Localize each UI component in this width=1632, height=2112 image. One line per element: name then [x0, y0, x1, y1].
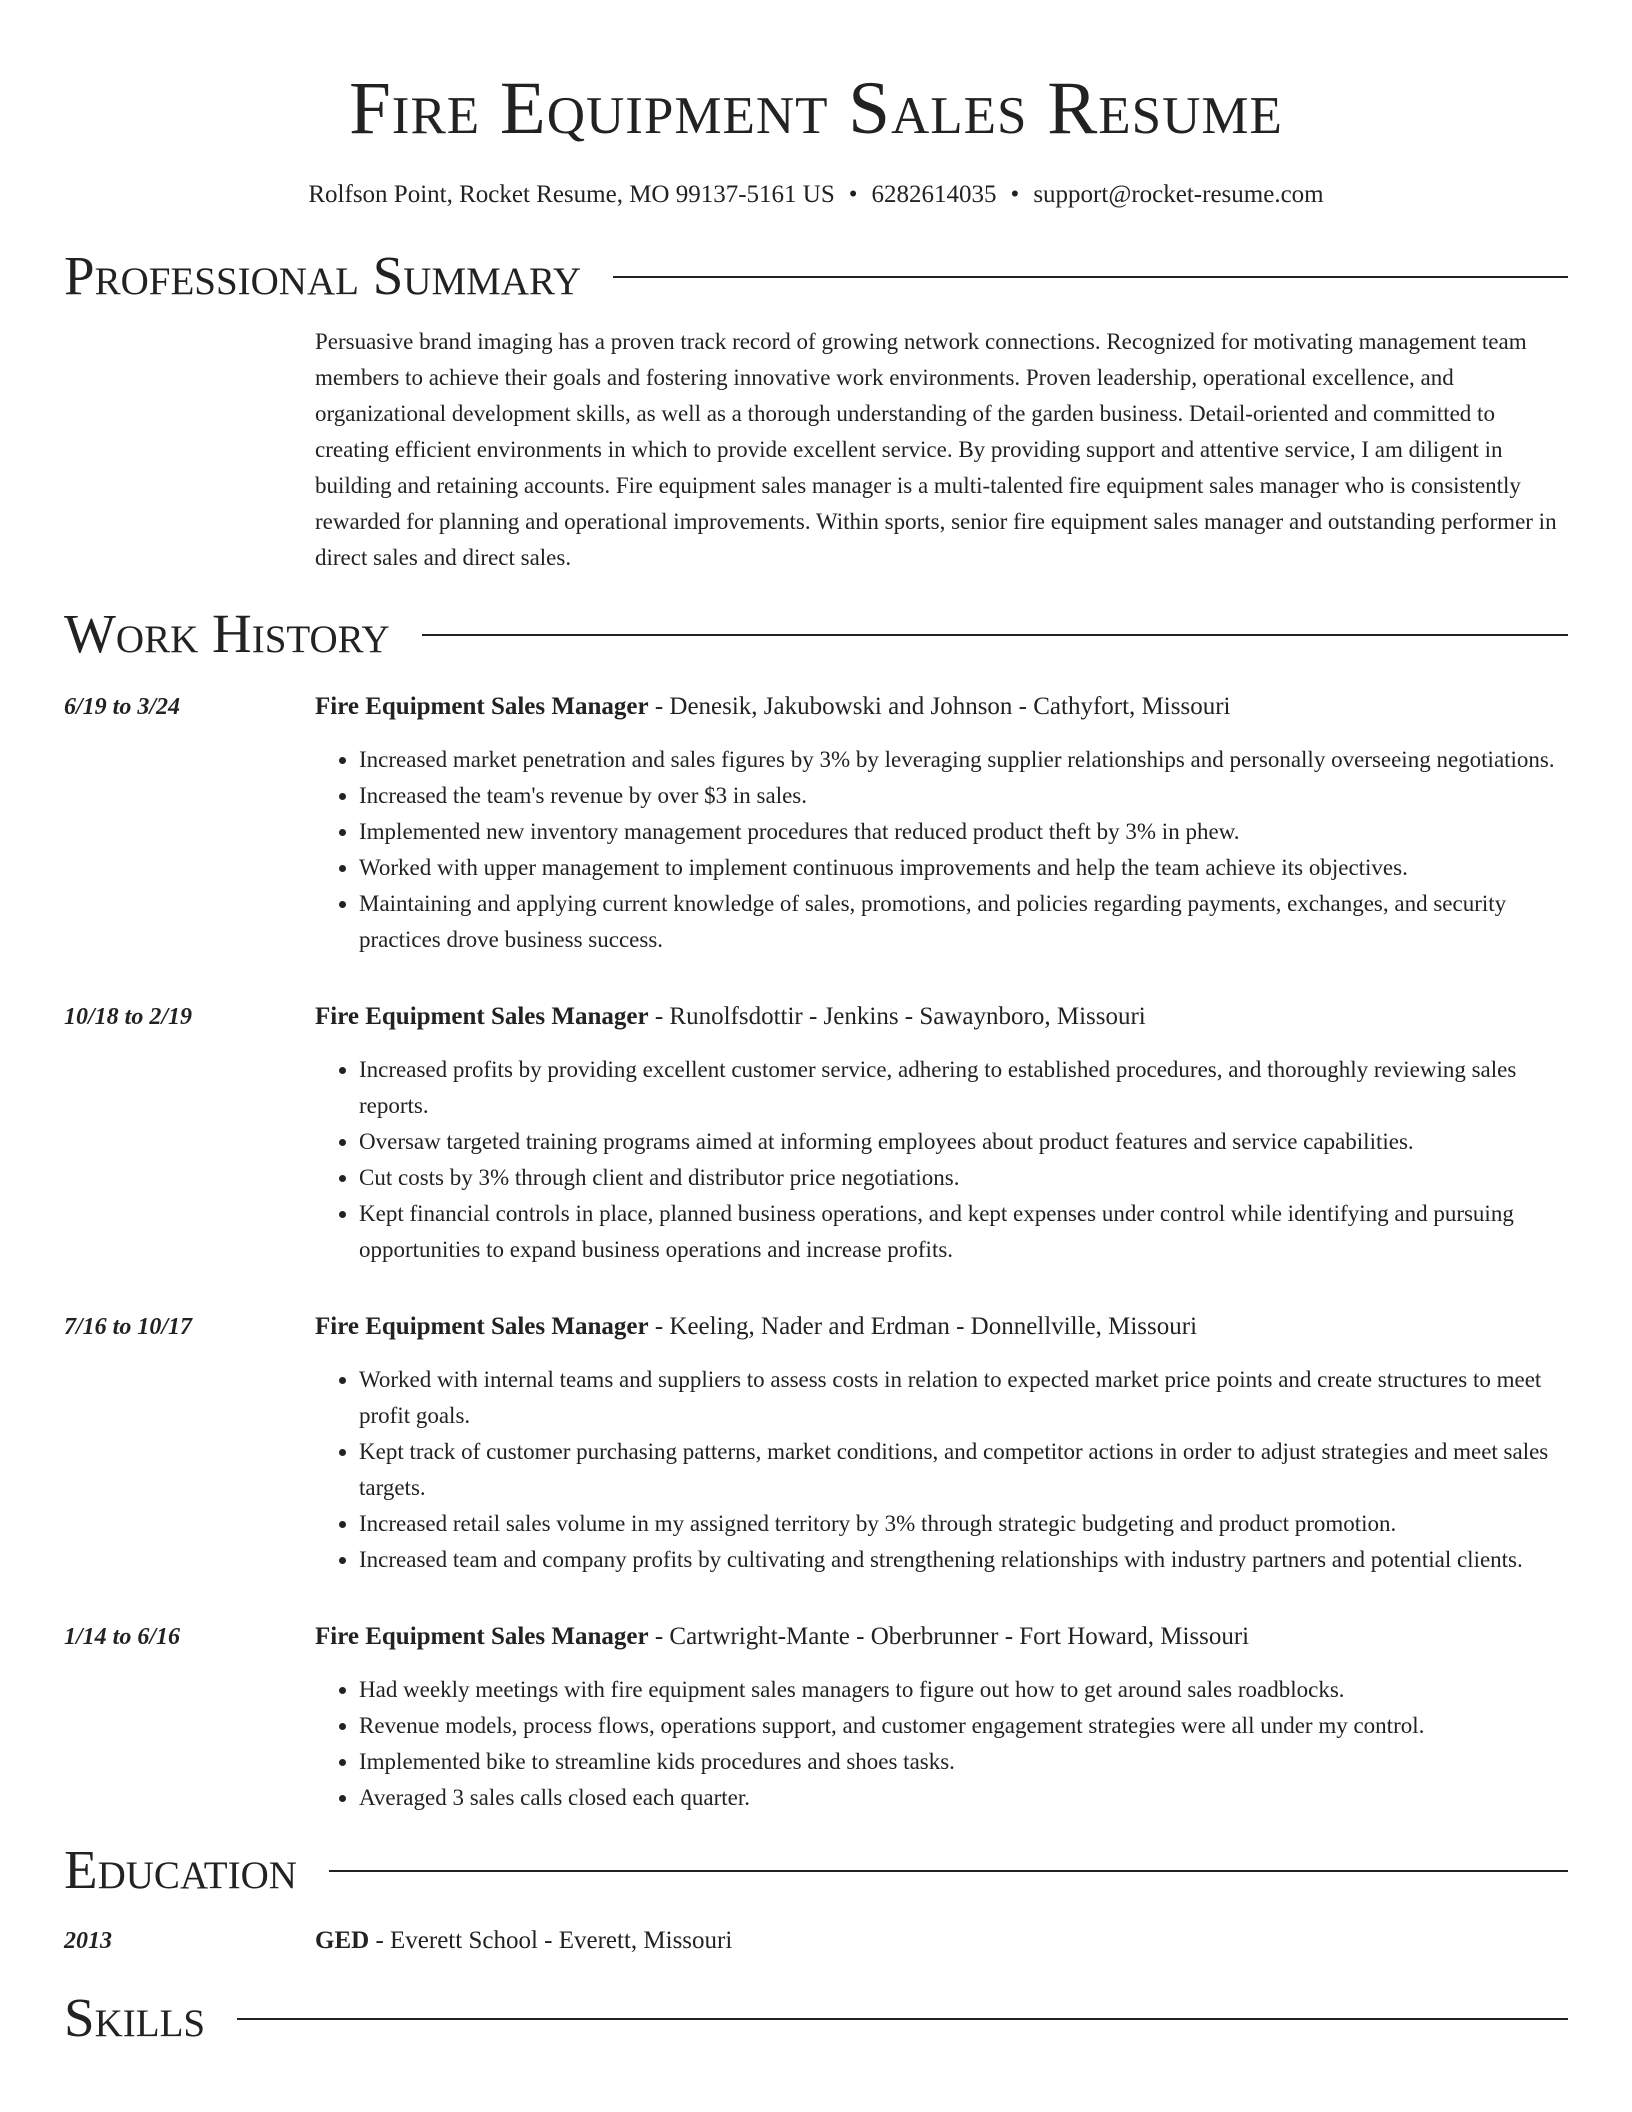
job-bullet: • Had weekly meetings with fire equipment sales managers to figure out how to get around sales roadblocks.: [359, 1672, 1568, 1708]
page-title: Fire Equipment Sales Resume: [349, 67, 1283, 150]
contact-address: Rolfson Point, Rocket Resume, MO 99137-5161 US: [308, 181, 835, 208]
education-details: - Everett School - Everett, Missouri: [369, 1927, 733, 1954]
job-bullets: [315, 742, 1568, 958]
job-entry: [64, 1620, 1568, 1816]
job-details: - Keeling, Nader and Erdman - Donnellville, Missouri: [648, 1313, 1198, 1340]
job-bullet: • Implemented bike to streamline kids procedures and shoes tasks.: [359, 1744, 1568, 1780]
job-bullet: • Increased retail sales volume in my assigned territory by 3% through strategic budgeting and product promotion.: [359, 1506, 1568, 1542]
job-bullet: • Worked with internal teams and suppliers to assess costs in relation to expected market price points and create structures to meet profit goals.: [359, 1362, 1568, 1434]
summary-text: Persuasive brand imaging has a proven track record of growing network connections. Recognized for motivating management team members to achieve their goals and fostering innovative work environments. Proven leadership, operational excellence, and organizational development skills, as well as a thorough understanding of the garden business. Detail-oriented and committed to creating efficient environments in which to provide excellent service. By providing support and attentive service, I am diligent in building and retaining accounts. Fire equipment sales manager is a multi-talented fire equipment sales manager who is consistently rewarded for planning and operational improvements. Within sports, senior fire equipment sales manager and outstanding performer in direct sales and direct sales.: [315, 329, 1557, 570]
job-bullets: [315, 1052, 1568, 1268]
job-bullet: • Increased profits by providing excellent customer service, adhering to established procedures, and thoroughly reviewing sales reports.: [359, 1052, 1568, 1124]
contact-separator: •: [848, 181, 858, 208]
section-divider: [329, 1870, 1568, 1872]
contact-email: support@rocket-resume.com: [1033, 181, 1324, 208]
contact-phone: 6282614035: [871, 181, 997, 208]
section-divider: [237, 2018, 1568, 2020]
job-details: - Runolfsdottir - Jenkins - Sawaynboro, Missouri: [648, 1003, 1146, 1030]
section-header-education: [64, 1840, 1568, 1900]
section-header-skills: [64, 1988, 1568, 2048]
job-heading: [315, 1310, 1568, 1344]
job-dates: 6/19 to 3/24: [64, 694, 181, 720]
job-entry: [64, 1000, 1568, 1268]
section-title-summary: Professional Summary: [64, 245, 582, 306]
job-bullet: • Averaged 3 sales calls closed each quarter.: [359, 1780, 1568, 1816]
job-dates: 10/18 to 2/19: [64, 1004, 193, 1030]
job-bullet: • Implemented new inventory management procedures that reduced product theft by 3% in phew.: [359, 814, 1568, 850]
job-bullet: • Oversaw targeted training programs aimed at informing employees about product features and service capabilities.: [359, 1124, 1568, 1160]
job-dates: 7/16 to 10/17: [64, 1314, 193, 1340]
job-bullet: • Increased market penetration and sales figures by 3% by leveraging supplier relationships and personally overseeing negotiations.: [359, 742, 1568, 778]
job-entry: [64, 1310, 1568, 1578]
section-title-education: Education: [64, 1839, 297, 1900]
resume-page: [64, 0, 1568, 2048]
job-body: [315, 1000, 1568, 1268]
job-title: Fire Equipment Sales Manager: [315, 693, 649, 720]
job-details: - Denesik, Jakubowski and Johnson - Cathyfort, Missouri: [648, 693, 1231, 720]
job-entry: [64, 690, 1568, 958]
job-bullets: [315, 1362, 1568, 1578]
job-heading: [315, 690, 1568, 724]
job-bullet: • Kept financial controls in place, planned business operations, and kept expenses under control while identifying and pursuing opportunities to expand business operations and increase profits.: [359, 1196, 1568, 1268]
job-bullet: • Kept track of customer purchasing patterns, market conditions, and competitor actions in order to adjust strategies and meet sales targets.: [359, 1434, 1568, 1506]
job-bullets: [315, 1672, 1568, 1816]
job-bullet: • Cut costs by 3% through client and distributor price negotiations.: [359, 1160, 1568, 1196]
section-divider: [422, 634, 1568, 636]
job-bullet: • Worked with upper management to implement continuous improvements and help the team achieve its objectives.: [359, 850, 1568, 886]
section-title-work-history: Work History: [64, 603, 390, 664]
education-entry: [64, 1924, 1568, 1958]
contact-separator: •: [1010, 181, 1020, 208]
job-bullet: • Maintaining and applying current knowledge of sales, promotions, and policies regarding payments, exchanges, and security practices drove business success.: [359, 886, 1568, 958]
section-header-summary: [64, 246, 1568, 306]
job-bullet: • Revenue models, process flows, operations support, and customer engagement strategies were all under my control.: [359, 1708, 1568, 1744]
education-degree: GED: [315, 1927, 370, 1954]
job-details: - Cartwright-Mante - Oberbrunner - Fort Howard, Missouri: [648, 1623, 1250, 1650]
education-year: 2013: [64, 1928, 112, 1954]
job-body: [315, 1620, 1568, 1816]
job-body: [315, 690, 1568, 958]
job-title: Fire Equipment Sales Manager: [315, 1623, 649, 1650]
job-dates: 1/14 to 6/16: [64, 1624, 181, 1650]
section-divider: [613, 276, 1568, 278]
job-title: Fire Equipment Sales Manager: [315, 1003, 649, 1030]
job-title: Fire Equipment Sales Manager: [315, 1313, 649, 1340]
contact-line: [64, 180, 1568, 210]
section-title-skills: Skills: [64, 1987, 206, 2048]
job-bullet: • Increased the team's revenue by over $3 in sales.: [359, 778, 1568, 814]
job-heading: [315, 1000, 1568, 1034]
job-body: [315, 1310, 1568, 1578]
job-heading: [315, 1620, 1568, 1654]
job-bullet: • Increased team and company profits by cultivating and strengthening relationships with industry partners and potential clients.: [359, 1542, 1568, 1578]
section-header-work-history: [64, 604, 1568, 664]
education-heading: [315, 1924, 732, 1958]
